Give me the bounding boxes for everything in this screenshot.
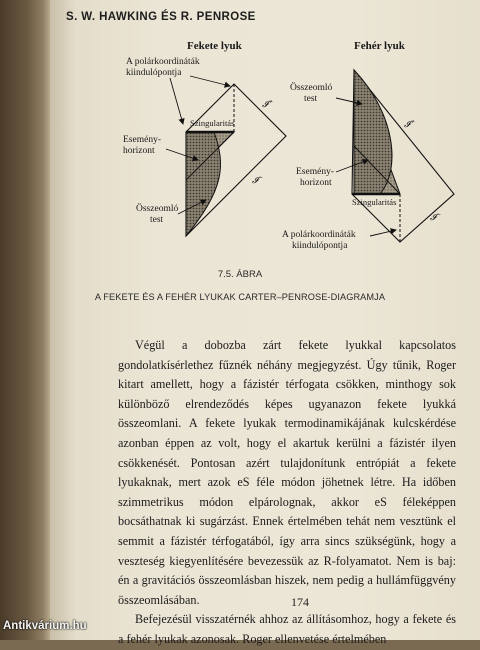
white-hole-singularity-label: Szingularitás [352, 197, 397, 207]
white-hole-origin-label-1: A polárkoordináták [282, 230, 356, 240]
black-hole-collapsing-body [186, 132, 221, 236]
white-hole-scri-minus: 𝓘⁻ [430, 212, 440, 222]
black-hole-scri-minus: 𝓘⁻ [252, 175, 262, 185]
white-hole-collapsing-body [354, 70, 392, 194]
white-hole-collapse-label-2: test [304, 94, 318, 104]
carter-penrose-diagram [0, 0, 480, 300]
black-hole-collapse-label-2: test [150, 215, 164, 225]
black-hole-collapse-label-1: Összeomló [136, 204, 179, 214]
figure-caption: A FEKETE ÉS A FEHÉR LYUKAK CARTER–PENROSE-DIAGRAMJA [94, 292, 386, 302]
figure-number: 7.5. ÁBRA [217, 269, 263, 280]
black-hole-horizon-label-2: horizont [123, 146, 155, 156]
black-hole-singularity-label: Szingularitás [190, 118, 235, 128]
white-hole-title: Fehér lyuk [354, 40, 405, 52]
running-head: S. W. HAWKING ÉS R. PENROSE [66, 11, 256, 23]
black-hole-title: Fekete lyuk [187, 40, 242, 52]
black-hole-scri-plus: 𝓘⁺ [262, 99, 272, 109]
black-hole-origin-label-2: kiindulópontja [126, 68, 182, 78]
white-hole-collapse-label-1: Összeomló [290, 83, 333, 93]
white-hole-diagram [282, 40, 454, 251]
black-hole-origin-label-1: A polárkoordináták [126, 57, 200, 67]
black-hole-horizon-label-1: Esemény- [123, 135, 161, 145]
paragraph: Végül a dobozba zárt fekete lyukkal kapcsolatos gondolatkísérlethez fűznék néhány megjegyzést. Úgy tűnik, Roger kitart amellett, hogy a fázistér térfogata csökken, minthogy sok különböző elrendeződés képes ugyanazon fekete lyukká összeomlani. A fekete lyukak termodinamikájának kulcskérdése azonban éppen az volt, hogy el akartuk kerülni a fázistér ilyen csökkenését. Pontosan azért tulajdonítunk entrópiát a fekete lyukaknak, mert azok eS féle módon jöhetnek létre. Ha időben szimmetrikus módon elpárolognak, akkor eS féleképpen bocsáthatnak ki sugárzást. Ennek értelmében tehát nem vesztünk el semmit a fázistér térfogatából, így arra sincs szükségünk, hogy a veszteség kiegyenlítésére bevezessük az R-folyamatot. Nem is baj: én a gravitációs összeomlásban hiszek, nem pedig a hullámfüggvény összeomlásában. [118, 338, 456, 607]
white-hole-horizon-label-1: Esemény- [296, 167, 334, 177]
white-hole-origin-label-2: kiindulópontja [292, 241, 348, 251]
paragraph: Befejezésül visszatérnék ahhoz az állításomhoz, hogy a fekete és a fehér lyukak azonosak. Roger ellenvetése értelmében [118, 612, 456, 646]
white-hole-horizon-label-2: horizont [300, 178, 332, 188]
watermark: Antikvárium.hu [3, 620, 87, 632]
white-hole-scri-plus: 𝓘⁺ [404, 119, 414, 129]
page-number: 174 [291, 595, 309, 609]
black-hole-diagram [123, 40, 286, 236]
